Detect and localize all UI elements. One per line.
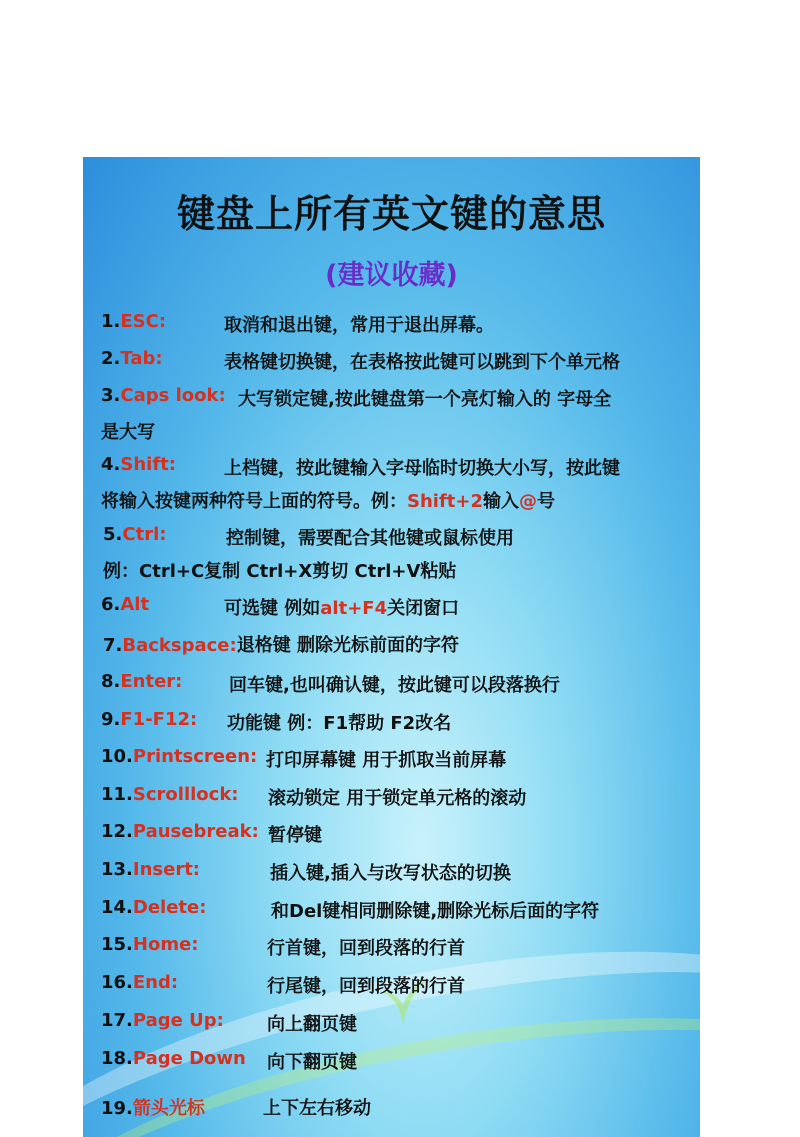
item-desc: 删除光标前面的字符	[296, 635, 459, 656]
item-number: 11.	[101, 784, 133, 805]
list-item-detail	[238, 385, 611, 411]
item-number: 19.	[101, 1098, 133, 1119]
item-label: 取消和退出键，	[224, 315, 350, 336]
item-label: 打印屏幕键	[266, 750, 356, 771]
item-desc: ,删除光标后面的字符	[430, 901, 600, 922]
item-desc: ，回到段落的行首	[321, 938, 465, 959]
item-label: 向下翻页键	[267, 1052, 357, 1073]
item-label: 退格键	[236, 635, 291, 656]
item-key: Backspace:	[122, 635, 237, 656]
item-key: Pausebreak:	[132, 821, 259, 842]
item-number: 8.	[101, 671, 121, 692]
item-desc: 需要配合其他键或鼠标使用	[298, 528, 514, 549]
list-item-detail	[268, 784, 526, 810]
item-key: Alt	[120, 594, 150, 615]
list-item	[101, 784, 238, 805]
list-item	[103, 524, 166, 545]
list-item	[101, 311, 166, 332]
item-number: 17.	[101, 1010, 133, 1031]
item-key: F1-F12:	[120, 709, 198, 730]
list-item	[101, 594, 149, 615]
item-desc: ,插入与改写状态的切换	[324, 863, 511, 884]
item-number: 16.	[101, 972, 133, 993]
item-desc-continued: 将输入按键两种符号上面的符号。例：	[101, 491, 407, 512]
list-item	[101, 897, 206, 918]
item-desc-highlight: @	[519, 491, 537, 512]
item-desc: ,按此键盘第一个亮灯输入的 字母全	[328, 389, 612, 410]
list-item-detail	[229, 671, 560, 697]
list-item-detail	[226, 524, 514, 550]
item-key: Caps look:	[120, 385, 226, 406]
poster	[83, 157, 700, 1137]
item-key: End:	[132, 972, 179, 993]
item-label: 暂停键	[268, 825, 322, 846]
item-key: Page Up:	[132, 1010, 224, 1031]
list-item-detail	[270, 859, 511, 885]
list-item	[101, 1094, 205, 1120]
item-label: 大写锁定键	[238, 389, 328, 410]
item-label: 上档键，	[224, 458, 296, 479]
list-item-detail	[224, 454, 620, 480]
item-number: 10.	[101, 746, 133, 767]
list-item	[101, 454, 176, 475]
item-label: 行首键	[267, 938, 321, 959]
item-label: 和Del键相同删除键	[271, 901, 431, 922]
item-label: 向上翻页键	[267, 1014, 357, 1035]
item-label: 滚动锁定	[268, 788, 340, 809]
item-desc: 例：F1帮助 F2改名	[287, 713, 452, 734]
item-number: 14.	[101, 897, 133, 918]
page-title: 键盘上所有英文键的意思	[176, 192, 606, 236]
list-item-detail	[224, 311, 494, 337]
item-desc-continued: 输入	[483, 491, 519, 512]
item-label: 上下左右移动	[263, 1098, 371, 1119]
item-number: 13.	[101, 859, 133, 880]
item-desc: 在表格按此键可以跳到下个单元格	[350, 352, 620, 373]
item-label: 表格键切换键，	[224, 352, 350, 373]
item-desc-highlight: alt+F4	[320, 598, 388, 619]
list-item-detail	[268, 821, 322, 847]
item-desc: ,也叫确认键，按此键可以段落换行	[283, 675, 560, 696]
item-key: Delete:	[132, 897, 207, 918]
list-item	[101, 385, 226, 406]
item-desc: 常用于退出屏幕。	[350, 315, 494, 336]
item-desc: 用于锁定单元格的滚动	[346, 788, 527, 809]
item-number: 1.	[101, 311, 121, 332]
item-key: Printscreen:	[132, 746, 258, 767]
item-key: ESC:	[120, 311, 167, 332]
list-item	[101, 709, 197, 730]
list-item	[101, 821, 259, 842]
list-item	[101, 348, 163, 369]
list-item	[101, 671, 182, 692]
item-number: 18.	[101, 1048, 133, 1069]
item-key: 箭头光标	[132, 1098, 205, 1119]
list-item-detail	[267, 1048, 357, 1074]
item-number: 2.	[101, 348, 121, 369]
item-desc-continued: 关闭窗口	[387, 598, 460, 619]
item-label: 控制键，	[226, 528, 298, 549]
item-desc-highlight: Shift+2	[407, 491, 483, 512]
item-desc-continued: 例：Ctrl+C复制 Ctrl+X剪切 Ctrl+V粘贴	[103, 561, 457, 582]
item-key: Ctrl:	[122, 524, 167, 545]
item-key: Insert:	[132, 859, 201, 880]
list-item-detail	[224, 348, 620, 374]
list-item-detail	[271, 897, 599, 923]
list-item-continuation	[103, 557, 456, 583]
item-key: Enter:	[120, 671, 183, 692]
list-item-continuation	[101, 487, 555, 513]
item-desc: 用于抓取当前屏幕	[362, 750, 507, 771]
list-item-detail	[263, 1094, 371, 1120]
item-key: Home:	[132, 934, 199, 955]
list-item-detail	[267, 934, 465, 960]
item-key: Page Down	[132, 1048, 246, 1069]
list-item-detail	[227, 709, 451, 735]
list-item	[101, 859, 200, 880]
item-desc-continued: 是大写	[101, 422, 155, 443]
item-number: 3.	[101, 385, 121, 406]
item-number: 12.	[101, 821, 133, 842]
item-number: 15.	[101, 934, 133, 955]
page-subtitle: (建议收藏)	[325, 260, 458, 291]
item-label: 行尾键	[267, 976, 321, 997]
list-item	[101, 1010, 224, 1031]
list-item	[101, 746, 257, 767]
item-desc: 按此键输入字母临时切换大小写，按此键	[296, 458, 620, 479]
list-item	[101, 934, 198, 955]
item-desc: ，回到段落的行首	[321, 976, 465, 997]
item-label: 插入键	[270, 863, 324, 884]
list-item-detail	[267, 1010, 357, 1036]
list-item-detail	[267, 972, 465, 998]
item-label: 回车键	[229, 675, 283, 696]
item-number: 6.	[101, 594, 121, 615]
list-item	[101, 972, 178, 993]
list-item-continuation	[101, 418, 155, 444]
item-desc: 例如	[284, 598, 321, 619]
item-number: 9.	[101, 709, 121, 730]
item-label: 功能键	[227, 713, 281, 734]
item-key: Shift:	[120, 454, 176, 475]
list-item	[103, 631, 459, 657]
item-number: 4.	[101, 454, 121, 475]
item-desc-continued: 号	[537, 491, 555, 512]
item-key: Scrolllock:	[132, 784, 239, 805]
list-item-detail	[224, 594, 459, 620]
list-item-detail	[266, 746, 506, 772]
item-number: 7.	[103, 635, 123, 656]
item-number: 5.	[103, 524, 123, 545]
item-key: Tab:	[120, 348, 163, 369]
item-label: 可选键	[224, 598, 278, 619]
list-item	[101, 1048, 246, 1069]
